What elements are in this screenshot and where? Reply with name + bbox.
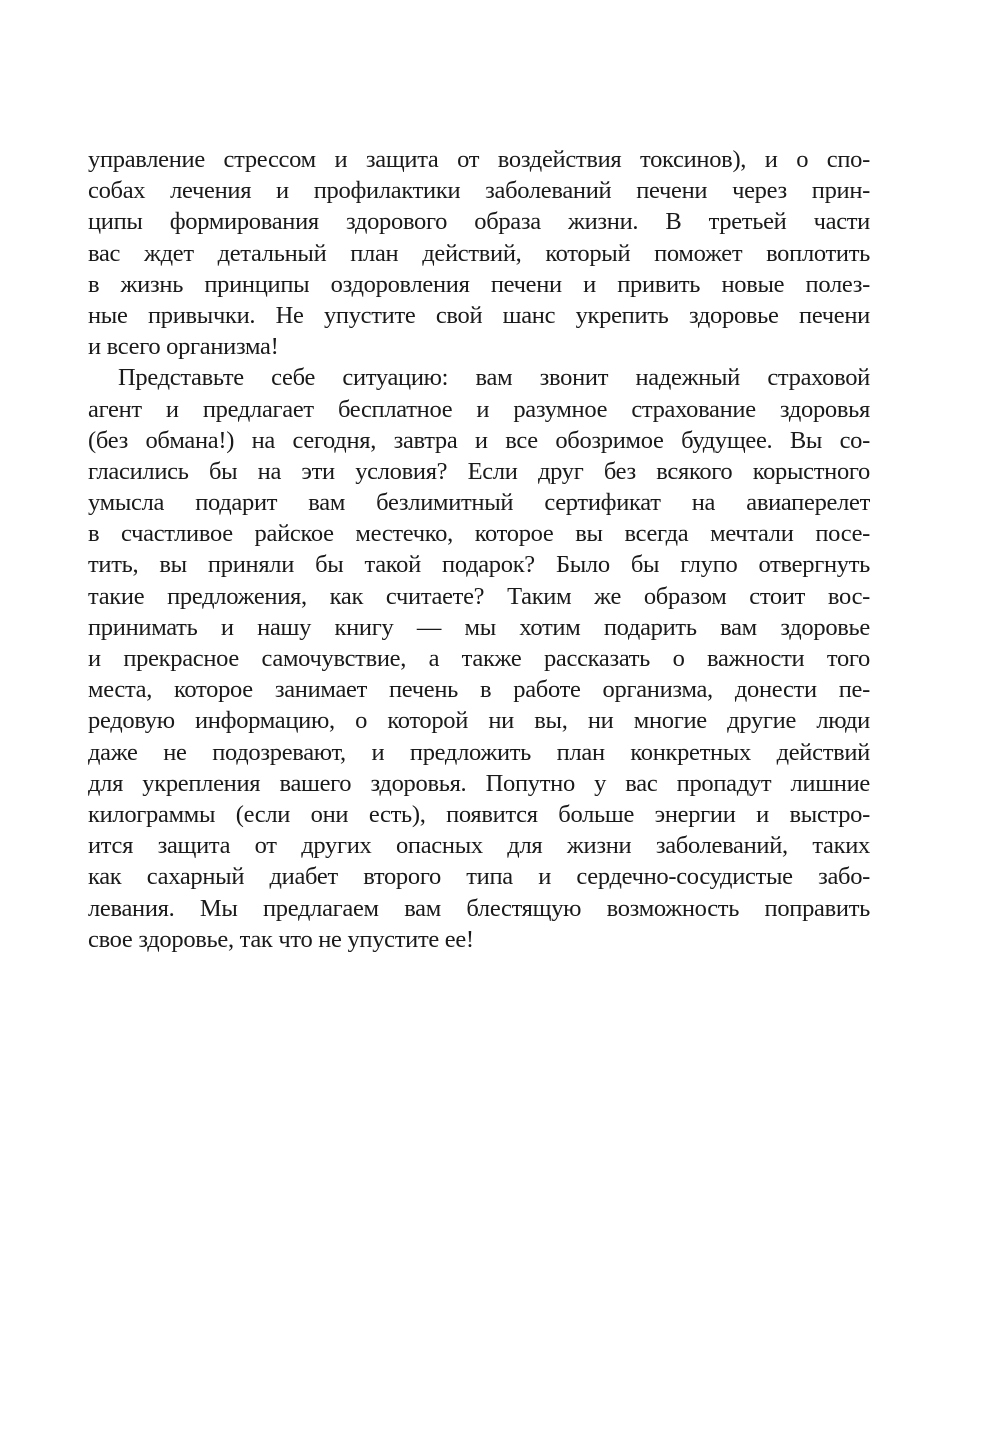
text-line: левания. Мы предлагаем вам блестящую возможность поправить — [88, 894, 870, 922]
text-line: килограммы (если они есть), появится больше энергии и выстро- — [88, 800, 870, 828]
text-line: для укрепления вашего здоровья. Попутно у вас пропадут лишние — [88, 769, 870, 797]
page-body — [88, 144, 870, 955]
text-line: (без обмана!) на сегодня, завтра и все обозримое будущее. Вы со- — [88, 426, 870, 454]
paragraph — [88, 362, 870, 955]
text-line: управление стрессом и защита от воздействия токсинов), и о спо- — [88, 146, 870, 173]
text-line: и прекрасное самочувствие, а также рассказать о важности того — [88, 645, 870, 672]
text-line: собах лечения и профилактики заболеваний печени через прин- — [88, 177, 870, 205]
text-line: умысла подарит вам безлимитный сертификат на авиаперелет — [88, 489, 870, 517]
text-line: и всего организма! — [88, 333, 279, 361]
text-line: принимать и нашу книгу — мы хотим подарить вам здоровье — [88, 613, 870, 641]
text-line: как сахарный диабет второго типа и сердечно-сосудистые забо- — [88, 863, 870, 891]
text-line: такие предложения, как считаете? Таким же образом стоит вос- — [88, 582, 870, 610]
text-line: даже не подозревают, и предложить план конкретных действий — [88, 738, 870, 766]
paragraph — [88, 144, 870, 362]
text-line: редовую информацию, о которой ни вы, ни многие другие люди — [88, 707, 870, 735]
text-line: Представьте себе ситуацию: вам звонит надежный страховой — [118, 364, 870, 392]
text-line: места, которое занимает печень в работе организма, донести пе- — [88, 676, 870, 704]
text-line: ципы формирования здорового образа жизни. В третьей части — [88, 208, 870, 236]
text-line: тить, вы приняли бы такой подарок? Было бы глупо отвергнуть — [88, 551, 870, 579]
text-line: свое здоровье, так что не упустите ее! — [88, 925, 474, 953]
text-line: в счастливое райское местечко, которое вы всегда мечтали посе- — [88, 520, 870, 548]
text-line: вас ждет детальный план действий, который поможет воплотить — [88, 239, 870, 267]
text-line: гласились бы на эти условия? Если друг без всякого корыстного — [88, 457, 870, 485]
text-line: ные привычки. Не упустите свой шанс укрепить здоровье печени — [88, 301, 870, 329]
text-line: агент и предлагает бесплатное и разумное страхование здоровья — [88, 395, 870, 423]
text-line: ится защита от других опасных для жизни заболеваний, таких — [88, 832, 870, 860]
text-line: в жизнь принципы оздоровления печени и привить новые полез- — [88, 270, 870, 298]
